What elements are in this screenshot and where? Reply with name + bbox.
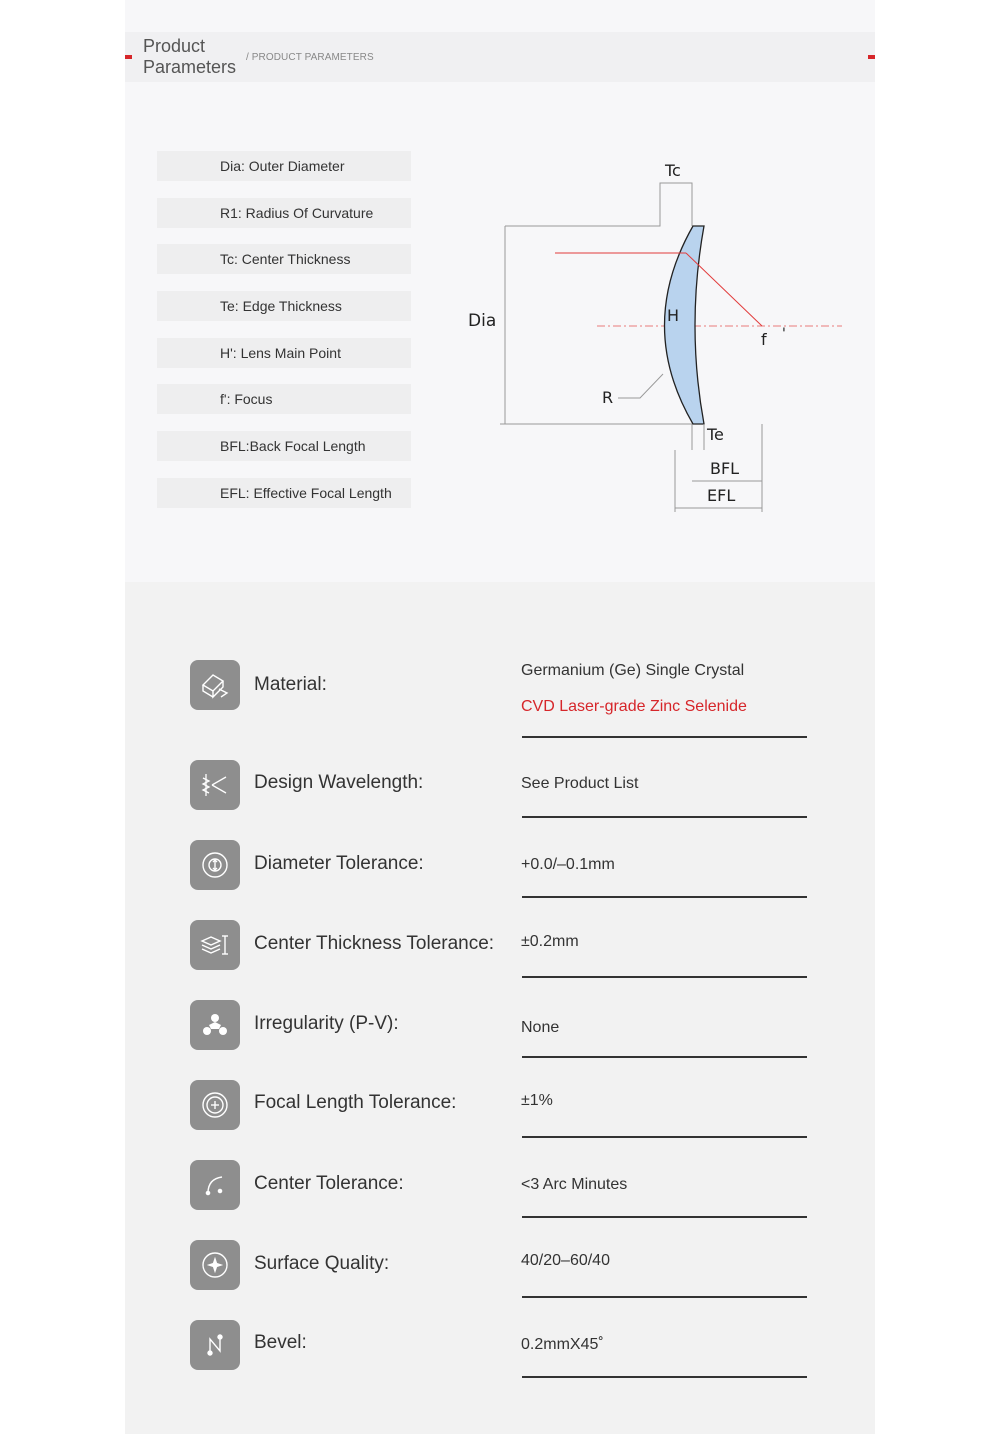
spec-label: Focal Length Tolerance: <box>254 1092 457 1113</box>
f-prime-mark: ' <box>782 326 786 342</box>
spec-value: ±1% <box>521 1092 553 1109</box>
spec-value: None <box>521 1019 560 1036</box>
spec-row-focal-length-tolerance <box>125 1080 875 1160</box>
section-title-line2: Parameters <box>143 57 237 77</box>
spec-label: Irregularity (P-V): <box>254 1013 399 1034</box>
parameter-legend <box>157 151 411 525</box>
r-leader <box>618 374 663 398</box>
spec-label: Bevel: <box>254 1332 307 1353</box>
diameter-icon <box>190 840 240 890</box>
f-label: f <box>761 330 767 349</box>
irregularity-icon <box>190 1000 240 1050</box>
legend-item: BFL:Back Focal Length <box>157 431 411 461</box>
tc-label: Tc <box>665 161 681 180</box>
center-icon <box>190 1160 240 1210</box>
legend-item: Dia: Outer Diameter <box>157 151 411 181</box>
tc-bracket <box>505 183 692 226</box>
bfl-label: BFL <box>710 459 740 478</box>
r-label: R <box>602 388 614 407</box>
legend-item: f': Focus <box>157 384 411 414</box>
spec-label: Center Thickness Tolerance: <box>254 933 495 954</box>
spec-divider <box>522 976 807 978</box>
efl-label: EFL <box>707 486 736 505</box>
spec-divider <box>522 1376 807 1378</box>
lens-diagram <box>460 150 850 530</box>
material-icon <box>190 660 240 710</box>
spec-divider <box>522 1216 807 1218</box>
legend-item: H': Lens Main Point <box>157 338 411 368</box>
spec-label: Material: <box>254 674 327 695</box>
section-header <box>125 32 875 82</box>
spec-row-surface-quality <box>125 1240 875 1320</box>
spec-row-irregularity <box>125 1000 875 1080</box>
surface-icon <box>190 1240 240 1290</box>
legend-item: Te: Edge Thickness <box>157 291 411 321</box>
spec-label: Surface Quality: <box>254 1253 390 1274</box>
legend-item: EFL: Effective Focal Length <box>157 478 411 508</box>
spec-divider <box>522 896 807 898</box>
wavelength-icon <box>190 760 240 810</box>
spec-row-material <box>125 660 875 740</box>
section-subtitle: / PRODUCT PARAMETERS <box>246 52 374 63</box>
header-accent-right <box>868 55 875 59</box>
thickness-icon <box>190 920 240 970</box>
spec-value: 0.2mmX45˚ <box>521 1336 604 1353</box>
h-label: H <box>667 306 680 325</box>
spec-row-center-tolerance <box>125 1160 875 1240</box>
spec-value: <3 Arc Minutes <box>521 1176 628 1193</box>
spec-label: Diameter Tolerance: <box>254 853 424 874</box>
spec-divider <box>522 1056 807 1058</box>
section-title-line1: Product <box>143 36 206 56</box>
spec-divider <box>522 736 807 738</box>
product-parameters-page <box>125 0 875 1434</box>
section-title <box>143 36 236 78</box>
spec-divider <box>522 1136 807 1138</box>
spec-value: 40/20–60/40 <box>521 1252 610 1269</box>
spec-label: Design Wavelength: <box>254 772 424 793</box>
spec-label: Center Tolerance: <box>254 1173 404 1194</box>
meniscus-lens <box>665 226 705 424</box>
spec-value: ±0.2mm <box>521 933 579 950</box>
focal-icon <box>190 1080 240 1130</box>
spec-row-bevel <box>125 1320 875 1400</box>
legend-item: R1: Radius Of Curvature <box>157 198 411 228</box>
refracted-ray <box>686 253 762 326</box>
legend-item: Tc: Center Thickness <box>157 244 411 274</box>
spec-row-center-thickness-tolerance <box>125 920 875 1000</box>
spec-row-design-wavelength <box>125 760 875 840</box>
spec-value: Germanium (Ge) Single Crystal <box>521 662 745 679</box>
spec-value-secondary: CVD Laser-grade Zinc Selenide <box>521 698 747 715</box>
spec-divider <box>522 1296 807 1298</box>
spec-divider <box>522 816 807 818</box>
header-accent-left <box>125 55 132 59</box>
spec-row-diameter-tolerance <box>125 840 875 920</box>
dia-label: Dia <box>468 311 497 331</box>
spec-value: See Product List <box>521 775 639 792</box>
te-label: Te <box>707 425 724 444</box>
spec-value: +0.0/–0.1mm <box>521 856 615 873</box>
bevel-icon <box>190 1320 240 1370</box>
